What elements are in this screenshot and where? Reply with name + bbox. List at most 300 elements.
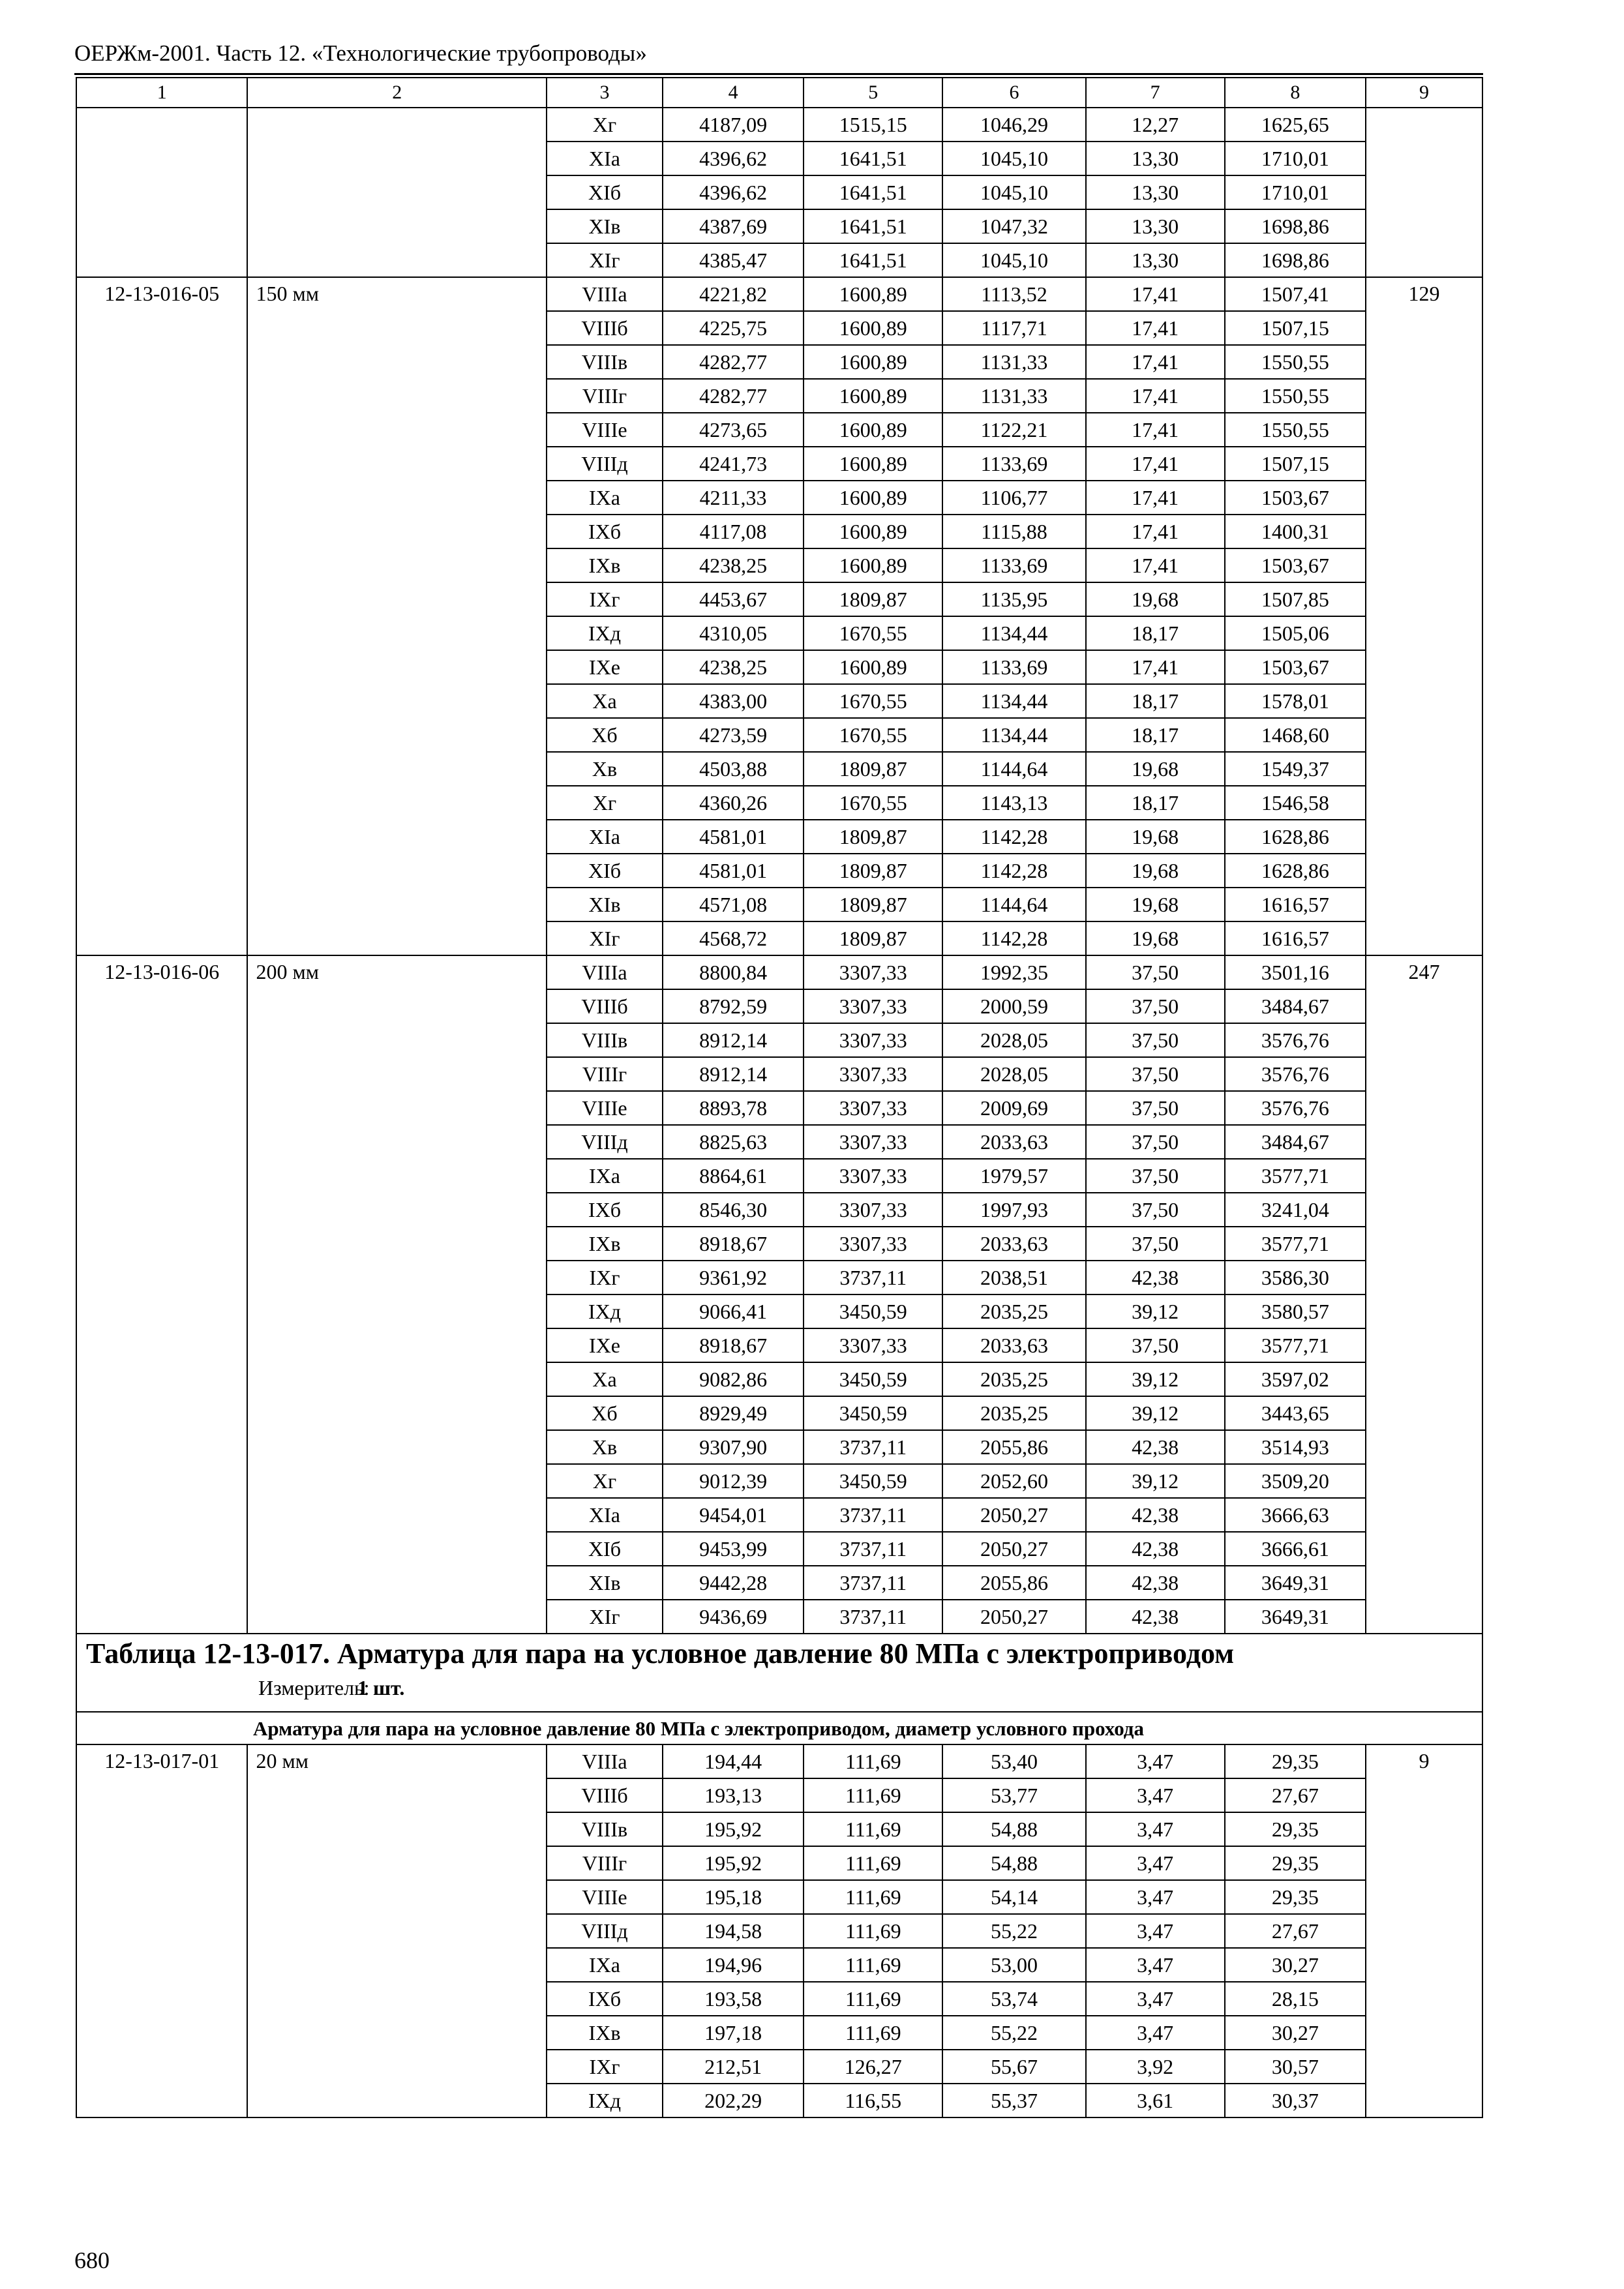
value-cell: 126,27 — [804, 2050, 942, 2084]
value-cell: 1134,44 — [942, 718, 1085, 752]
value-cell: 195,18 — [663, 1880, 804, 1914]
value-cell: 2052,60 — [942, 1464, 1085, 1498]
zone-cell: XIг — [547, 1600, 663, 1634]
value-cell: 17,41 — [1086, 515, 1225, 548]
col-num-9: 9 — [1366, 78, 1482, 108]
value-cell: 212,51 — [663, 2050, 804, 2084]
value-cell: 8792,59 — [663, 989, 804, 1023]
value-cell: 1997,93 — [942, 1193, 1085, 1227]
value-cell: 3307,33 — [804, 1023, 942, 1057]
value-cell: 9066,41 — [663, 1294, 804, 1328]
value-cell: 37,50 — [1086, 1125, 1225, 1159]
value-cell: 195,92 — [663, 1812, 804, 1846]
value-cell: 42,38 — [1086, 1261, 1225, 1294]
value-cell: 17,41 — [1086, 650, 1225, 684]
value-cell: 1600,89 — [804, 548, 942, 582]
zone-cell: IXв — [547, 548, 663, 582]
value-cell: 3,47 — [1086, 1948, 1225, 1982]
value-cell: 27,67 — [1225, 1778, 1366, 1812]
value-cell: 30,57 — [1225, 2050, 1366, 2084]
value-cell: 17,41 — [1086, 413, 1225, 447]
value-cell: 111,69 — [804, 1744, 942, 1778]
value-cell: 1143,13 — [942, 786, 1085, 820]
value-cell: 18,17 — [1086, 786, 1225, 820]
value-cell: 1600,89 — [804, 481, 942, 515]
value-cell: 1507,15 — [1225, 447, 1366, 481]
value-cell: 3,47 — [1086, 1778, 1225, 1812]
value-cell: 1550,55 — [1225, 345, 1366, 379]
value-cell: 1979,57 — [942, 1159, 1085, 1193]
zone-cell: VIIIв — [547, 345, 663, 379]
zone-cell: IXa — [547, 481, 663, 515]
value-cell: 4453,67 — [663, 582, 804, 616]
value-cell: 9082,86 — [663, 1362, 804, 1396]
value-cell: 202,29 — [663, 2084, 804, 2117]
value-cell: 8864,61 — [663, 1159, 804, 1193]
value-cell: 8912,14 — [663, 1057, 804, 1091]
zone-cell: VIIIд — [547, 1914, 663, 1948]
value-cell: 4282,77 — [663, 345, 804, 379]
value-cell: 39,12 — [1086, 1396, 1225, 1430]
value-cell: 3737,11 — [804, 1498, 942, 1532]
value-cell: 1616,57 — [1225, 921, 1366, 955]
code-cell: 12-13-016-06 — [76, 955, 247, 1634]
value-cell: 9442,28 — [663, 1566, 804, 1600]
value-cell: 1515,15 — [804, 108, 942, 142]
zone-cell: VIIIд — [547, 1125, 663, 1159]
value-cell: 17,41 — [1086, 345, 1225, 379]
value-cell: 17,41 — [1086, 311, 1225, 345]
value-cell: 13,30 — [1086, 243, 1225, 277]
value-cell: 1600,89 — [804, 345, 942, 379]
value-cell: 13,30 — [1086, 175, 1225, 209]
value-cell: 1505,06 — [1225, 616, 1366, 650]
value-cell: 2035,25 — [942, 1396, 1085, 1430]
value-cell: 53,77 — [942, 1778, 1085, 1812]
value-cell: 3514,93 — [1225, 1430, 1366, 1464]
value-cell: 2028,05 — [942, 1057, 1085, 1091]
value-cell: 4225,75 — [663, 311, 804, 345]
zone-cell: IXд — [547, 1294, 663, 1328]
zone-cell: IXa — [547, 1948, 663, 1982]
zone-cell: VIIIe — [547, 1091, 663, 1125]
zone-cell: Xг — [547, 1464, 663, 1498]
value-cell: 4385,47 — [663, 243, 804, 277]
value-cell: 1106,77 — [942, 481, 1085, 515]
value-cell: 1992,35 — [942, 955, 1085, 989]
value-cell: 42,38 — [1086, 1600, 1225, 1634]
zone-cell: VIIIб — [547, 989, 663, 1023]
value-cell: 4571,08 — [663, 888, 804, 921]
value-cell: 3,47 — [1086, 1812, 1225, 1846]
value-cell: 4238,25 — [663, 650, 804, 684]
value-cell: 4396,62 — [663, 175, 804, 209]
value-cell: 1578,01 — [1225, 684, 1366, 718]
value-cell: 1133,69 — [942, 650, 1085, 684]
value-cell: 18,17 — [1086, 616, 1225, 650]
value-cell: 37,50 — [1086, 1159, 1225, 1193]
zone-cell: VIIIa — [547, 277, 663, 311]
zone-cell: VIIIв — [547, 1023, 663, 1057]
value-cell: 9307,90 — [663, 1430, 804, 1464]
value-cell: 4568,72 — [663, 921, 804, 955]
value-cell: 3,47 — [1086, 1880, 1225, 1914]
zone-cell: Xг — [547, 786, 663, 820]
value-cell: 2009,69 — [942, 1091, 1085, 1125]
value-cell: 194,96 — [663, 1948, 804, 1982]
value-cell: 3307,33 — [804, 1159, 942, 1193]
col9-cell — [1366, 108, 1482, 277]
value-cell: 3307,33 — [804, 1091, 942, 1125]
value-cell: 19,68 — [1086, 921, 1225, 955]
value-cell: 17,41 — [1086, 447, 1225, 481]
value-cell: 4581,01 — [663, 820, 804, 854]
value-cell: 1616,57 — [1225, 888, 1366, 921]
value-cell: 54,14 — [942, 1880, 1085, 1914]
value-cell: 1550,55 — [1225, 413, 1366, 447]
value-cell: 4310,05 — [663, 616, 804, 650]
value-cell: 29,35 — [1225, 1744, 1366, 1778]
table-title-row — [76, 1634, 1482, 1712]
value-cell: 1600,89 — [804, 311, 942, 345]
zone-cell: IXe — [547, 650, 663, 684]
value-cell: 2000,59 — [942, 989, 1085, 1023]
size-cell: 20 мм — [247, 1744, 547, 2117]
col9-cell: 247 — [1366, 955, 1482, 1634]
value-cell: 2050,27 — [942, 1532, 1085, 1566]
value-cell: 3576,76 — [1225, 1057, 1366, 1091]
value-cell: 1641,51 — [804, 243, 942, 277]
value-cell: 30,37 — [1225, 2084, 1366, 2117]
value-cell: 8800,84 — [663, 955, 804, 989]
header-rule — [74, 73, 1483, 75]
value-cell: 1625,65 — [1225, 108, 1366, 142]
zone-cell: Xг — [547, 108, 663, 142]
value-cell: 3737,11 — [804, 1566, 942, 1600]
zone-cell: VIIIг — [547, 379, 663, 413]
value-cell: 3307,33 — [804, 1328, 942, 1362]
value-cell: 1115,88 — [942, 515, 1085, 548]
value-cell: 111,69 — [804, 1914, 942, 1948]
zone-cell: VIIIa — [547, 955, 663, 989]
code-cell — [76, 108, 247, 277]
value-cell: 1670,55 — [804, 786, 942, 820]
value-cell: 3586,30 — [1225, 1261, 1366, 1294]
code-cell: 12-13-016-05 — [76, 277, 247, 955]
value-cell: 193,13 — [663, 1778, 804, 1812]
value-cell: 2035,25 — [942, 1362, 1085, 1396]
value-cell: 4221,82 — [663, 277, 804, 311]
value-cell: 4581,01 — [663, 854, 804, 888]
value-cell: 19,68 — [1086, 582, 1225, 616]
value-cell: 37,50 — [1086, 1193, 1225, 1227]
value-cell: 1144,64 — [942, 888, 1085, 921]
value-cell: 1809,87 — [804, 582, 942, 616]
value-cell: 3576,76 — [1225, 1023, 1366, 1057]
value-cell: 8918,67 — [663, 1227, 804, 1261]
value-cell: 3,47 — [1086, 2016, 1225, 2050]
value-cell: 1809,87 — [804, 854, 942, 888]
value-cell: 1600,89 — [804, 447, 942, 481]
zone-cell: VIIIe — [547, 1880, 663, 1914]
value-cell: 1134,44 — [942, 684, 1085, 718]
value-cell: 55,37 — [942, 2084, 1085, 2117]
value-cell: 1710,01 — [1225, 175, 1366, 209]
value-cell: 1670,55 — [804, 616, 942, 650]
value-cell: 1600,89 — [804, 379, 942, 413]
zone-cell: IXe — [547, 1328, 663, 1362]
value-cell: 28,15 — [1225, 1982, 1366, 2016]
value-cell: 3,61 — [1086, 2084, 1225, 2117]
table-row — [76, 955, 1482, 989]
zone-cell: XIб — [547, 1532, 663, 1566]
column-number-row — [76, 78, 1482, 108]
value-cell: 2035,25 — [942, 1294, 1085, 1328]
zone-cell: IXб — [547, 1982, 663, 2016]
value-cell: 1670,55 — [804, 684, 942, 718]
size-cell: 200 мм — [247, 955, 547, 1634]
zone-cell: Xб — [547, 718, 663, 752]
value-cell: 4360,26 — [663, 786, 804, 820]
measure-label: Измеритель: — [258, 1676, 370, 1699]
zone-cell: IXг — [547, 582, 663, 616]
value-cell: 3737,11 — [804, 1532, 942, 1566]
value-cell: 3509,20 — [1225, 1464, 1366, 1498]
zone-cell: IXд — [547, 616, 663, 650]
table-title-cell — [76, 1634, 1482, 1712]
value-cell: 1133,69 — [942, 447, 1085, 481]
col-num-5: 5 — [804, 78, 942, 108]
col-num-8: 8 — [1225, 78, 1366, 108]
value-cell: 1047,32 — [942, 209, 1085, 243]
zone-cell: VIIIг — [547, 1057, 663, 1091]
value-cell: 2033,63 — [942, 1125, 1085, 1159]
value-cell: 8918,67 — [663, 1328, 804, 1362]
value-cell: 3737,11 — [804, 1600, 942, 1634]
zone-cell: Xв — [547, 752, 663, 786]
value-cell: 37,50 — [1086, 955, 1225, 989]
value-cell: 4503,88 — [663, 752, 804, 786]
value-cell: 2050,27 — [942, 1600, 1085, 1634]
value-cell: 1468,60 — [1225, 718, 1366, 752]
value-cell: 1503,67 — [1225, 481, 1366, 515]
value-cell: 29,35 — [1225, 1880, 1366, 1914]
value-cell: 3501,16 — [1225, 955, 1366, 989]
value-cell: 18,17 — [1086, 684, 1225, 718]
value-cell: 53,00 — [942, 1948, 1085, 1982]
value-cell: 4211,33 — [663, 481, 804, 515]
value-cell: 4117,08 — [663, 515, 804, 548]
value-cell: 1503,67 — [1225, 548, 1366, 582]
value-cell: 39,12 — [1086, 1362, 1225, 1396]
value-cell: 4387,69 — [663, 209, 804, 243]
col9-cell: 129 — [1366, 277, 1482, 955]
value-cell: 1045,10 — [942, 142, 1085, 175]
zone-cell: XIв — [547, 209, 663, 243]
value-cell: 29,35 — [1225, 1812, 1366, 1846]
value-cell: 3580,57 — [1225, 1294, 1366, 1328]
value-cell: 2033,63 — [942, 1328, 1085, 1362]
value-cell: 3484,67 — [1225, 1125, 1366, 1159]
value-cell: 2055,86 — [942, 1430, 1085, 1464]
value-cell: 111,69 — [804, 1880, 942, 1914]
value-cell: 39,12 — [1086, 1464, 1225, 1498]
value-cell: 3666,61 — [1225, 1532, 1366, 1566]
value-cell: 1641,51 — [804, 175, 942, 209]
value-cell: 1131,33 — [942, 379, 1085, 413]
value-cell: 1628,86 — [1225, 820, 1366, 854]
zone-cell: VIIIa — [547, 1744, 663, 1778]
zone-cell: XIa — [547, 1498, 663, 1532]
value-cell: 3577,71 — [1225, 1227, 1366, 1261]
value-cell: 8912,14 — [663, 1023, 804, 1057]
value-cell: 1670,55 — [804, 718, 942, 752]
value-cell: 55,22 — [942, 1914, 1085, 1948]
value-cell: 29,35 — [1225, 1846, 1366, 1880]
value-cell: 54,88 — [942, 1812, 1085, 1846]
zone-cell: IXг — [547, 1261, 663, 1294]
value-cell: 55,67 — [942, 2050, 1085, 2084]
zone-cell: IXд — [547, 2084, 663, 2117]
value-cell: 111,69 — [804, 2016, 942, 2050]
value-cell: 4383,00 — [663, 684, 804, 718]
value-cell: 1142,28 — [942, 820, 1085, 854]
zone-cell: VIIIб — [547, 1778, 663, 1812]
value-cell: 3,47 — [1086, 1846, 1225, 1880]
zone-cell: IXб — [547, 515, 663, 548]
value-cell: 1134,44 — [942, 616, 1085, 650]
zone-cell: XIa — [547, 142, 663, 175]
table-017-header — [76, 1634, 1482, 1744]
value-cell: 30,27 — [1225, 2016, 1366, 2050]
value-cell: 3737,11 — [804, 1261, 942, 1294]
value-cell: 1628,86 — [1225, 854, 1366, 888]
zone-cell: XIг — [547, 243, 663, 277]
value-cell: 1113,52 — [942, 277, 1085, 311]
value-cell: 8825,63 — [663, 1125, 804, 1159]
value-cell: 30,27 — [1225, 1948, 1366, 1982]
value-cell: 3597,02 — [1225, 1362, 1366, 1396]
value-cell: 3307,33 — [804, 1227, 942, 1261]
value-cell: 3307,33 — [804, 955, 942, 989]
zone-cell: IXг — [547, 2050, 663, 2084]
price-table — [76, 77, 1483, 2118]
table-row — [76, 277, 1482, 311]
value-cell: 3649,31 — [1225, 1600, 1366, 1634]
value-cell: 19,68 — [1086, 888, 1225, 921]
value-cell: 42,38 — [1086, 1430, 1225, 1464]
value-cell: 2038,51 — [942, 1261, 1085, 1294]
code-cell: 12-13-017-01 — [76, 1744, 247, 2117]
value-cell: 1133,69 — [942, 548, 1085, 582]
value-cell: 9436,69 — [663, 1600, 804, 1634]
value-cell: 4238,25 — [663, 548, 804, 582]
col-num-4: 4 — [663, 78, 804, 108]
value-cell: 1698,86 — [1225, 243, 1366, 277]
value-cell: 54,88 — [942, 1846, 1085, 1880]
value-cell: 9453,99 — [663, 1532, 804, 1566]
value-cell: 1507,15 — [1225, 311, 1366, 345]
value-cell: 42,38 — [1086, 1566, 1225, 1600]
value-cell: 3307,33 — [804, 1057, 942, 1091]
zone-cell: XIб — [547, 175, 663, 209]
value-cell: 12,27 — [1086, 108, 1225, 142]
value-cell: 1809,87 — [804, 888, 942, 921]
zone-cell: VIIIe — [547, 413, 663, 447]
value-cell: 3484,67 — [1225, 989, 1366, 1023]
value-cell: 3241,04 — [1225, 1193, 1366, 1227]
measure-value: 1 шт. — [357, 1676, 405, 1699]
value-cell: 1641,51 — [804, 209, 942, 243]
value-cell: 3450,59 — [804, 1362, 942, 1396]
value-cell: 18,17 — [1086, 718, 1225, 752]
table-subheader: Арматура для пара на условное давление 80 МПа с электроприводом, диаметр условного прохода — [76, 1712, 1482, 1744]
value-cell: 3307,33 — [804, 1125, 942, 1159]
table-body-top — [76, 78, 1482, 1634]
value-cell: 111,69 — [804, 1982, 942, 2016]
value-cell: 1045,10 — [942, 175, 1085, 209]
value-cell: 2033,63 — [942, 1227, 1085, 1261]
value-cell: 193,58 — [663, 1982, 804, 2016]
value-cell: 9012,39 — [663, 1464, 804, 1498]
value-cell: 53,40 — [942, 1744, 1085, 1778]
zone-cell: VIIIг — [547, 1846, 663, 1880]
value-cell: 195,92 — [663, 1846, 804, 1880]
value-cell: 37,50 — [1086, 989, 1225, 1023]
value-cell: 111,69 — [804, 1778, 942, 1812]
value-cell: 3307,33 — [804, 1193, 942, 1227]
zone-cell: Xв — [547, 1430, 663, 1464]
size-cell: 150 мм — [247, 277, 547, 955]
table-body-bottom — [76, 1744, 1482, 2117]
value-cell: 2055,86 — [942, 1566, 1085, 1600]
value-cell: 197,18 — [663, 2016, 804, 2050]
table-row — [76, 1744, 1482, 1778]
value-cell: 1809,87 — [804, 820, 942, 854]
value-cell: 3450,59 — [804, 1396, 942, 1430]
value-cell: 1135,95 — [942, 582, 1085, 616]
zone-cell: IXa — [547, 1159, 663, 1193]
value-cell: 1045,10 — [942, 243, 1085, 277]
document-header: ОЕРЖм-2001. Часть 12. «Технологические трубопроводы» — [74, 40, 647, 66]
value-cell: 37,50 — [1086, 1091, 1225, 1125]
value-cell: 3737,11 — [804, 1430, 942, 1464]
value-cell: 1142,28 — [942, 921, 1085, 955]
value-cell: 19,68 — [1086, 752, 1225, 786]
zone-cell: Xa — [547, 684, 663, 718]
value-cell: 4282,77 — [663, 379, 804, 413]
value-cell: 3666,63 — [1225, 1498, 1366, 1532]
table-title: Таблица 12-13-017. Арматура для пара на условное давление 80 МПа с электроприводом — [86, 1638, 1235, 1669]
value-cell: 1507,85 — [1225, 582, 1366, 616]
value-cell: 42,38 — [1086, 1532, 1225, 1566]
value-cell: 1122,21 — [942, 413, 1085, 447]
value-cell: 1507,41 — [1225, 277, 1366, 311]
value-cell: 17,41 — [1086, 548, 1225, 582]
value-cell: 8929,49 — [663, 1396, 804, 1430]
size-cell — [247, 108, 547, 277]
value-cell: 1600,89 — [804, 515, 942, 548]
value-cell: 3649,31 — [1225, 1566, 1366, 1600]
value-cell: 13,30 — [1086, 142, 1225, 175]
zone-cell: XIб — [547, 854, 663, 888]
value-cell: 1549,37 — [1225, 752, 1366, 786]
value-cell: 17,41 — [1086, 379, 1225, 413]
value-cell: 1809,87 — [804, 752, 942, 786]
value-cell: 55,22 — [942, 2016, 1085, 2050]
value-cell: 1117,71 — [942, 311, 1085, 345]
value-cell: 1400,31 — [1225, 515, 1366, 548]
